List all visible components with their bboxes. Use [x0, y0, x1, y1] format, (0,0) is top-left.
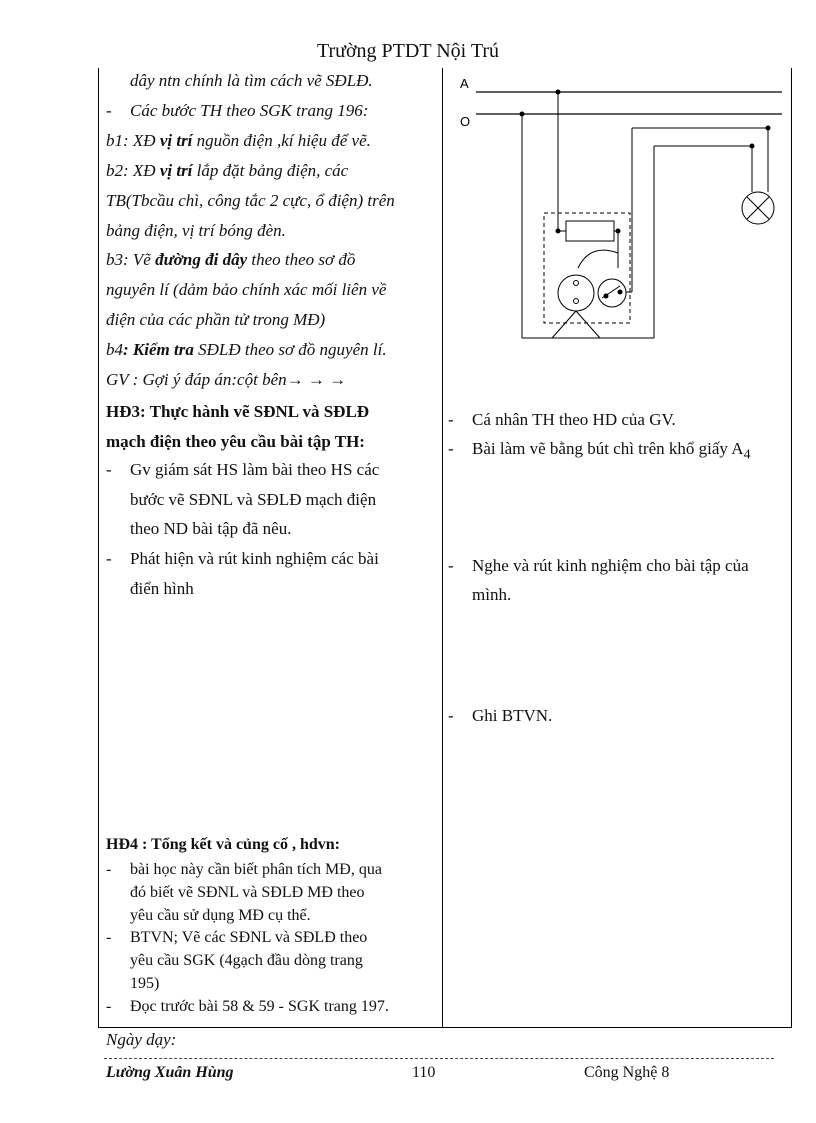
page-header-title: Trường PTDT Nội Trú [316, 40, 500, 62]
hd3-item-2-line2: điển hình [130, 579, 194, 598]
right-item-3-line1: Nghe và rút kinh nghiệm cho bài tập của [472, 556, 749, 575]
wire [576, 311, 600, 338]
hd3-item-1-line2: bước vẽ SĐNL và SĐLĐ mạch điện [130, 490, 377, 509]
hd4-heading: HĐ4 : Tổng kết và củng cố , hdvn: [106, 836, 340, 853]
step-b2-line3: bảng điện, vị trí bóng đèn. [106, 221, 286, 240]
footer-author: Lường Xuân Hùng [106, 1064, 234, 1081]
step-b3-bold: đường đi dây [155, 250, 248, 269]
hd4-item-1-line2: đó biết vẽ SĐNL và SĐLĐ MĐ theo [130, 884, 365, 901]
hd4-item-2-line3: 195) [130, 975, 160, 992]
step-b1-text: nguồn điện ,kí hiệu để vẽ. [192, 131, 371, 150]
step-b3-prefix: b3: Vẽ [106, 250, 156, 269]
hd3-heading-line2: mạch điện theo yêu cầu bài tập TH: [106, 432, 365, 451]
fuse-symbol [566, 221, 614, 241]
step-b1 [106, 126, 432, 156]
hd4-item-1 [106, 858, 432, 881]
hd3-item-1 [106, 455, 432, 485]
junction-dot [556, 229, 561, 234]
right-item-1-text: Cá nhân TH theo HD của GV. [472, 410, 676, 429]
step-b2-text: lắp đặt bảng điện, các [192, 161, 349, 180]
wiring-diagram [450, 68, 788, 358]
hd3-item-2-line1: Phát hiện và rút kinh nghiệm các bài [130, 549, 379, 568]
hd3-item-1-line1: Gv giám sát HS làm bài theo HS các [130, 460, 380, 479]
right-item-2-text: Bài làm vẽ bằng bút chì trên khổ giấy A [472, 439, 744, 458]
right-item-4-text: Ghi BTVN. [472, 706, 553, 725]
bullet-dash: - [448, 410, 454, 429]
step-b1-prefix: b1: XĐ [106, 131, 160, 150]
page-number: 110 [412, 1064, 436, 1081]
right-item-3 [448, 551, 784, 581]
step-b3-line3: điện của các phần tử trong MĐ) [106, 310, 326, 329]
bullet-dash: - [106, 460, 112, 479]
right-item-3-line2: mình. [472, 585, 512, 604]
hd3-item-1-line3: theo ND bài tập đã nêu. [130, 519, 292, 538]
bullet-dash: - [106, 549, 112, 568]
line-label-a: A [460, 76, 469, 91]
bullet-dash: - [106, 861, 112, 878]
bullet-dash: - [448, 439, 454, 458]
hd4-item-3 [106, 995, 432, 1018]
wire [578, 250, 618, 268]
hd3-heading-line1: HĐ3: Thực hành vẽ SĐNL và SĐLĐ [106, 402, 370, 421]
footer-divider [104, 1058, 774, 1059]
step-b4 [106, 335, 432, 365]
step-b4-bold: : Kiểm tra [123, 340, 194, 359]
bullet-dash: - [106, 101, 112, 120]
step-b2-bold: vị trí [159, 161, 193, 180]
step-b4-prefix: b4 [106, 340, 123, 359]
step-b1-bold: vị trí [159, 131, 193, 150]
step-b3-line2: nguyên lí (dảm bảo chính xác mối liên về [106, 280, 387, 299]
step-b3-text: theo theo sơ đồ [247, 250, 356, 269]
step-b3 [106, 245, 432, 275]
right-item-2 [448, 434, 784, 469]
hd4-item-2 [106, 926, 432, 949]
socket-pin [574, 281, 579, 286]
bullet-dash: - [106, 998, 112, 1015]
step-b2-prefix: b2: XĐ [106, 161, 160, 180]
right-item-2-subscript: 4 [743, 446, 751, 463]
right-item-4 [448, 701, 784, 731]
bullet-dash: - [448, 706, 454, 725]
steps-heading-text: Các bước TH theo SGK trang 196: [130, 101, 369, 120]
teaching-date-label: Ngày dạy: [106, 1030, 177, 1049]
bullet-dash: - [448, 556, 454, 575]
gv-hint: GV : Gợi ý đáp án:cột bên→ → → [106, 370, 347, 389]
hd4-item-2-line1: BTVN; Vẽ các SĐNL và SĐLĐ theo [130, 929, 368, 946]
step-b2 [106, 156, 432, 186]
line-label-o: O [460, 114, 471, 129]
bullet-dash: - [106, 929, 112, 946]
wire [552, 311, 576, 338]
step-b2-line2: TB(Tbcầu chì, công tắc 2 cực, ổ điện) trên [106, 191, 395, 210]
switch-contact [618, 290, 623, 295]
footer-subject: Công Nghệ 8 [584, 1064, 670, 1081]
right-item-1 [448, 405, 784, 435]
hd4-item-2-line2: yêu cầu SGK (4gạch đầu dòng trang [130, 952, 363, 969]
hd4-item-1-line3: yêu cầu sử dụng MĐ cụ thể. [130, 907, 311, 924]
hd4-item-1-line1: bài học này cần biết phân tích MĐ, qua [130, 861, 382, 878]
socket-pin [574, 299, 579, 304]
hd3-item-2 [106, 544, 432, 574]
switch-contact [604, 294, 609, 299]
intro-line: dây ntn chính là tìm cách vẽ SĐLĐ. [130, 71, 373, 90]
steps-heading [106, 96, 432, 126]
hd4-item-3-text: Đọc trước bài 58 & 59 - SGK trang 197. [130, 998, 389, 1015]
step-b4-text: SĐLĐ theo sơ đồ nguyên lí. [193, 340, 387, 359]
